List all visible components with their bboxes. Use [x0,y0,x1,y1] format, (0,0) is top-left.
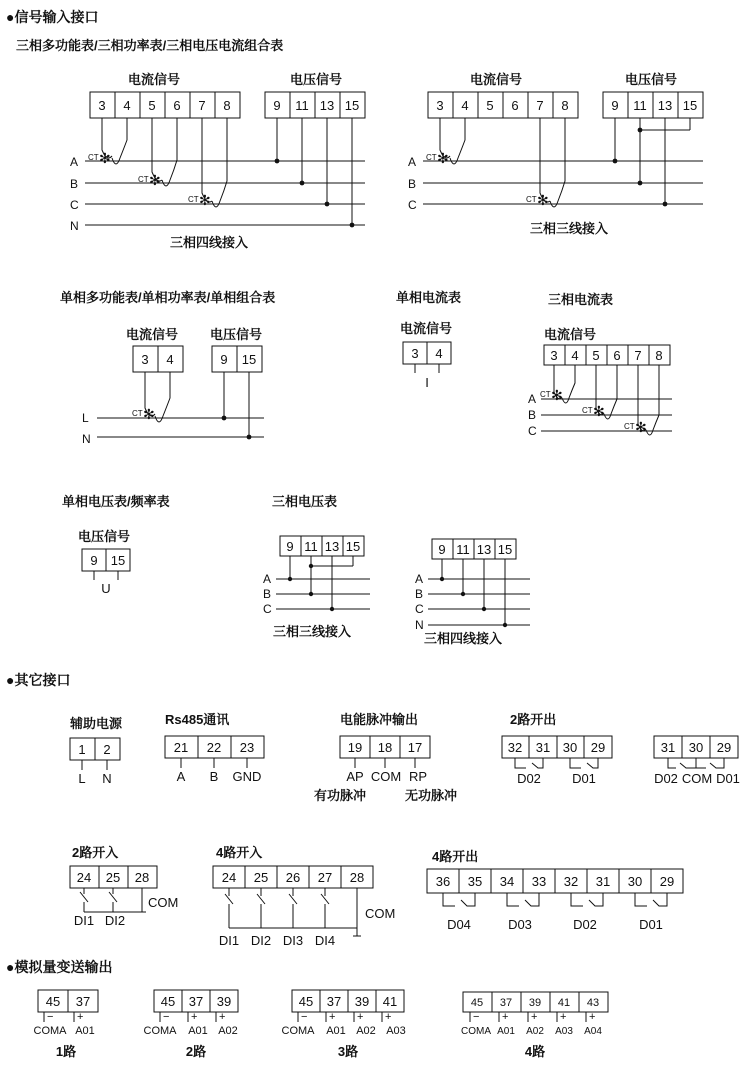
terminal-11: 11 [304,539,318,554]
terminal-15: 15 [344,98,360,113]
terminal-name-di4: DI4 [314,933,336,948]
terminal-25: 25 [253,870,269,885]
terminal-30: 30 [562,740,578,755]
voltage-terminal-block [603,92,703,118]
terminal-name-coma: COMA [33,1025,67,1037]
terminal-1: 1 [78,742,86,757]
terminal-45: 45 [470,997,484,1009]
terminal-name-d01: D01 [716,771,740,786]
terminal-8: 8 [223,98,231,113]
terminal-15: 15 [497,542,513,557]
plus-sign: + [589,1011,596,1023]
terminal-9: 9 [273,98,281,113]
title-three-phase-current: 三相电流表 [548,292,614,307]
terminal-5: 5 [592,348,600,363]
terminal-31: 31 [660,740,676,755]
ct-label: CT [132,409,143,418]
current-symbol: I [425,375,429,390]
terminal-name-l: L [78,771,86,786]
terminal-name-coma: COMA [461,1026,491,1037]
ct-label: CT [138,175,149,184]
caption-3-way: 3路 [337,1044,359,1059]
phase-a: A [70,155,79,169]
terminal-name-n: N [102,771,112,786]
terminal-17: 17 [407,740,423,755]
terminal-name-a01: A01 [75,1025,95,1037]
phase-b: B [70,177,79,191]
terminal-21: 21 [173,740,189,755]
diagram-three-phase-voltage-three-wire [263,536,370,639]
diagram-three-phase-three-wire [408,72,703,236]
terminal-name-a02: A02 [526,1026,544,1037]
terminal-34: 34 [499,874,515,889]
phase-c: C [415,602,424,616]
terminal-4: 4 [123,98,131,113]
ct-polarity-icon: ✻ [593,403,605,419]
terminal-37: 37 [499,997,513,1009]
terminal-name-d01: D01 [572,771,596,786]
terminal-9: 9 [611,98,619,113]
terminal-name-a04: A04 [584,1026,602,1037]
terminal-11: 11 [633,98,647,113]
analog-4-way [461,992,608,1059]
terminal-name-di3: DI3 [282,933,304,948]
terminal-7: 7 [198,98,206,113]
terminal-39: 39 [528,997,542,1009]
plus-sign: + [329,1011,336,1023]
title-aux-power: 辅助电源 [70,716,123,731]
terminal-name-di1: DI1 [218,933,240,948]
voltage-signal-label: 电压信号 [625,72,678,87]
terminal-35: 35 [467,874,483,889]
terminal-31: 31 [535,740,551,755]
terminal-6: 6 [173,98,181,113]
terminal-13: 13 [476,542,492,557]
terminal-11: 11 [295,98,309,113]
two-way-output-4t [502,712,612,786]
terminal-5: 5 [148,98,156,113]
voltage-signal-label: 电压信号 [210,327,263,342]
terminal-41: 41 [382,994,398,1009]
current-signal-label: 电流信号 [128,72,181,87]
ct-polarity-icon: ✻ [143,406,155,422]
title-three-phase-meters: 三相多功能表/三相功率表/三相电压电流组合表 [16,38,284,53]
terminal-name-gnd: GND [232,769,262,784]
rs485 [165,712,264,784]
diagram-three-phase-current [528,327,672,438]
ct-label: CT [426,153,437,162]
diagram-single-phase [82,327,264,446]
current-signal-label: 电流信号 [544,327,597,342]
analog-3-way [282,990,406,1059]
caption-three-wire: 三相三线接入 [273,624,352,639]
phase-b: B [408,177,417,191]
terminal-23: 23 [239,740,255,755]
caption-1-way: 1路 [55,1044,77,1059]
terminal-36: 36 [435,874,451,889]
terminal-name-a01: A01 [497,1026,515,1037]
terminal-4: 4 [461,98,469,113]
ct-polarity-icon: ✻ [199,192,211,208]
terminal-28: 28 [349,870,365,885]
title-single-phase-meters: 单相多功能表/单相功率表/单相组合表 [60,290,276,305]
terminal-name-di1: DI1 [73,913,95,928]
section-other: ●其它接口 [6,672,71,688]
diagram-three-phase-four-wire [70,72,365,250]
phase-b: B [528,408,537,422]
phase-n: N [70,219,79,233]
section-signal-input: ●信号输入接口 [6,9,99,25]
ct-polarity-icon: ✻ [99,150,111,166]
terminal-24: 24 [76,870,92,885]
terminal-2: 2 [103,742,111,757]
terminal-name-a03: A03 [386,1025,406,1037]
terminal-25: 25 [105,870,121,885]
terminal-9: 9 [220,352,228,367]
terminal-15: 15 [682,98,698,113]
terminal-41: 41 [557,997,571,1009]
phase-c: C [263,602,272,616]
terminal-30: 30 [688,740,704,755]
ct-label: CT [526,195,537,204]
phase-c: C [408,198,417,212]
analog-2-way [144,990,239,1059]
terminal-29: 29 [590,740,606,755]
ct-polarity-icon: ✻ [635,419,647,435]
terminal-4: 4 [435,346,443,361]
minus-sign: − [163,1011,170,1023]
voltage-signal-label: 电压信号 [78,529,131,544]
terminal-3: 3 [436,98,444,113]
analog-1-way [34,990,99,1059]
plus-sign: + [77,1011,84,1023]
terminal-13: 13 [324,539,340,554]
ct-label: CT [624,422,635,431]
terminal-4: 4 [166,352,174,367]
phase-b: B [263,587,272,601]
terminal-28: 28 [134,870,150,885]
terminal-30: 30 [627,874,643,889]
terminal-15: 15 [110,553,126,568]
terminal-name-di2: DI2 [104,913,126,928]
voltage-symbol: U [101,581,111,596]
two-way-output-3t [654,736,740,786]
terminal-45: 45 [298,994,314,1009]
terminal-name-a01: A01 [188,1025,208,1037]
terminal-name-coma: COMA [281,1025,315,1037]
current-signal-label: 电流信号 [470,72,523,87]
terminal-name-d04: D04 [447,917,471,932]
terminal-32: 32 [563,874,579,889]
voltage-signal-label: 电压信号 [290,72,343,87]
current-terminal-block [90,92,240,118]
phase-n: N [82,432,91,446]
terminal-8: 8 [561,98,569,113]
plus-sign: + [560,1011,567,1023]
terminal-name-d02: D02 [654,771,678,786]
terminal-45: 45 [160,994,176,1009]
terminal-9: 9 [438,542,446,557]
terminal-15: 15 [241,352,257,367]
title-three-phase-voltage: 三相电压表 [272,494,338,509]
caption-four-wire: 三相四线接入 [170,235,249,250]
four-way-output [427,849,683,932]
title-two-in: 2路开入 [72,845,119,860]
terminal-19: 19 [347,740,363,755]
four-way-input [213,845,395,948]
minus-sign: − [473,1011,480,1023]
title-single-phase-current: 单相电流表 [396,290,462,305]
terminal-9: 9 [286,539,294,554]
terminal-24: 24 [221,870,237,885]
plus-sign: + [385,1011,392,1023]
terminal-name-a02: A02 [356,1025,376,1037]
ct-label: CT [582,406,593,415]
terminal-18: 18 [377,740,393,755]
terminal-26: 26 [285,870,301,885]
ct-polarity-icon: ✻ [437,150,449,166]
phase-a: A [528,392,537,406]
terminal-13: 13 [657,98,673,113]
terminal-6: 6 [613,348,621,363]
terminal-39: 39 [354,994,370,1009]
title-rs485: Rs485通讯 [165,712,230,727]
current-terminal-block [428,92,578,118]
caption-three-wire: 三相三线接入 [530,221,609,236]
terminal-name-d01: D01 [639,917,663,932]
phase-a: A [263,572,272,586]
terminal-name-a03: A03 [555,1026,573,1037]
terminal-6: 6 [511,98,519,113]
two-way-input [70,845,178,928]
terminal-32: 32 [507,740,523,755]
title-pulse: 电能脉冲输出 [340,712,419,727]
terminal-37: 37 [75,994,91,1009]
terminal-7: 7 [634,348,642,363]
terminal-name-a02: A02 [218,1025,238,1037]
plus-sign: + [531,1011,538,1023]
section-analog: ●模拟量变送输出 [6,959,113,975]
phase-l: L [82,411,89,425]
terminal-11: 11 [456,542,470,557]
terminal-name-a01: A01 [326,1025,346,1037]
terminal-name-com: COM [365,906,396,921]
terminal-5: 5 [486,98,494,113]
terminal-name-rp: RP [408,769,428,784]
terminal-29: 29 [659,874,675,889]
diagram-single-phase-current [400,321,452,390]
voltage-terminal-block [265,92,365,118]
terminal-29: 29 [716,740,732,755]
terminal-22: 22 [206,740,222,755]
title-four-out: 4路开出 [432,849,479,864]
plus-sign: + [502,1011,509,1023]
terminal-3: 3 [98,98,106,113]
ct-label: CT [88,153,99,162]
caption-four-wire: 三相四线接入 [424,631,503,646]
title-two-out: 2路开出 [510,712,557,727]
terminal-name-d02: D02 [573,917,597,932]
phase-b: B [415,587,424,601]
terminal-name-b: B [209,769,219,784]
phase-n: N [415,618,424,632]
energy-pulse-output [314,712,457,803]
minus-sign: − [47,1011,54,1023]
terminal-3: 3 [141,352,149,367]
minus-sign: − [301,1011,308,1023]
terminal-27: 27 [317,870,333,885]
phase-a: A [408,155,417,169]
ct-label: CT [540,390,551,399]
terminal-37: 37 [188,994,204,1009]
terminal-name-di2: DI2 [250,933,272,948]
terminal-31: 31 [595,874,611,889]
terminal-43: 43 [586,997,600,1009]
terminal-39: 39 [216,994,232,1009]
current-signal-label: 电流信号 [400,321,453,336]
plus-sign: + [357,1011,364,1023]
diagram-three-phase-voltage-four-wire [415,539,530,646]
terminal-13: 13 [319,98,335,113]
phase-a: A [415,572,424,586]
diagram-single-phase-voltage [78,529,130,596]
terminal-15: 15 [345,539,361,554]
terminal-name-d02: D02 [517,771,541,786]
terminal-name-coma: COMA [143,1025,177,1037]
plus-sign: + [191,1011,198,1023]
label-reactive-pulse: 无功脉冲 [405,788,458,803]
terminal-9: 9 [90,553,98,568]
terminal-3: 3 [411,346,419,361]
phase-c: C [70,198,79,212]
ct-polarity-icon: ✻ [537,192,549,208]
terminal-37: 37 [326,994,342,1009]
ct-polarity-icon: ✻ [149,172,161,188]
terminal-8: 8 [655,348,663,363]
label-active-pulse: 有功脉冲 [314,788,367,803]
terminal-name-com: COM [370,769,402,784]
terminal-33: 33 [531,874,547,889]
title-single-phase-voltage: 单相电压表/频率表 [62,494,170,509]
ct-polarity-icon: ✻ [551,387,563,403]
terminal-name-a: A [176,769,186,784]
ct-label: CT [188,195,199,204]
title-four-in: 4路开入 [216,845,263,860]
aux-power [69,716,123,786]
caption-2-way: 2路 [185,1044,207,1059]
terminal-name-d03: D03 [508,917,532,932]
terminal-name-com: COM [681,771,713,786]
phase-c: C [528,424,537,438]
terminal-name-ap: AP [346,769,364,784]
terminal-45: 45 [45,994,61,1009]
caption-4-way: 4路 [524,1044,546,1059]
terminal-4: 4 [571,348,579,363]
plus-sign: + [219,1011,226,1023]
terminal-name-com: COM [148,895,179,910]
current-signal-label: 电流信号 [126,327,179,342]
terminal-3: 3 [550,348,558,363]
terminal-7: 7 [536,98,544,113]
